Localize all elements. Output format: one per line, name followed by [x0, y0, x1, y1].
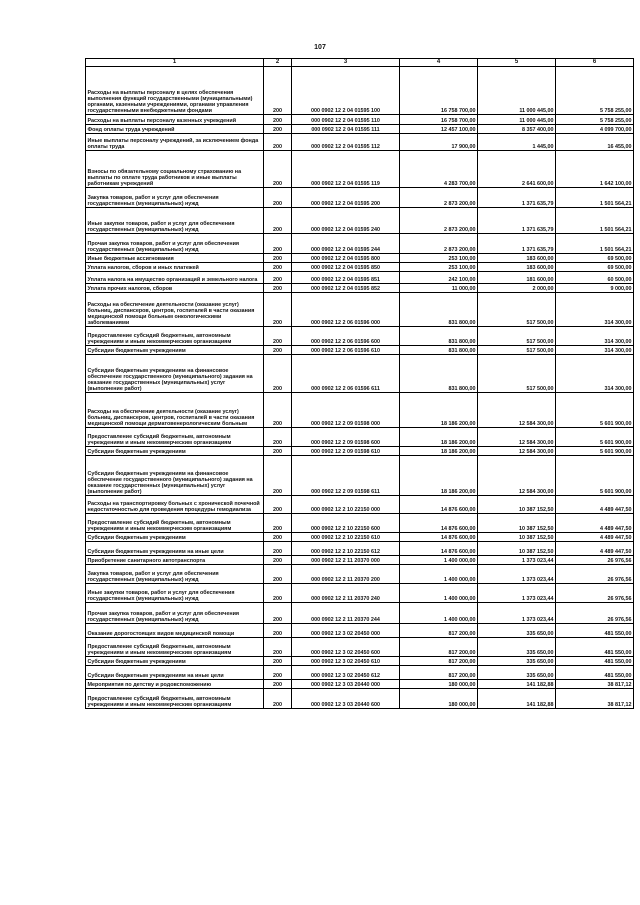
- row-executed: 12 584 300,00: [478, 393, 556, 428]
- row-executed: 2 641 600,00: [478, 151, 556, 188]
- row-name: Уплата налога на имущество организаций и земельного налога: [86, 272, 264, 284]
- row-budget-code: 000 0902 12 2 04 01595 244: [292, 234, 400, 254]
- row-admin-code: 200: [264, 355, 292, 393]
- row-name: Иные выплаты персоналу учреждений, за исключением фонда оплаты труда: [86, 134, 264, 151]
- row-approved: 4 283 700,00: [400, 151, 478, 188]
- row-admin-code: 200: [264, 638, 292, 657]
- table-row: [86, 496, 634, 514]
- row-remaining: 26 976,56: [556, 584, 634, 603]
- row-remaining: 1 501 564,21: [556, 188, 634, 208]
- row-name: Субсидии бюджетным учреждениям: [86, 657, 264, 666]
- header-cell: 1: [86, 59, 264, 67]
- row-admin-code: 200: [264, 393, 292, 428]
- budget-table: [85, 58, 634, 709]
- header-row: [86, 59, 634, 67]
- row-budget-code: 000 0902 12 2 04 01595 111: [292, 125, 400, 134]
- row-budget-code: 000 0902 12 2 04 01595 112: [292, 134, 400, 151]
- row-name: Закупка товаров, работ и услуг для обеспечения государственных (муниципальных) нужд: [86, 188, 264, 208]
- row-approved: 242 100,00: [400, 272, 478, 284]
- row-admin-code: 200: [264, 254, 292, 263]
- row-budget-code: 000 0902 12 2 10 22150 610: [292, 533, 400, 542]
- row-remaining: 69 500,00: [556, 254, 634, 263]
- row-remaining: 5 758 255,00: [556, 115, 634, 125]
- row-remaining: 5 601 900,00: [556, 447, 634, 456]
- row-name: Закупка товаров, работ и услуг для обеспечения государственных (муниципальных) нужд: [86, 565, 264, 584]
- row-executed: 1 373 023,44: [478, 584, 556, 603]
- row-remaining: 26 976,56: [556, 556, 634, 565]
- row-admin-code: 200: [264, 346, 292, 355]
- row-name: Оказание дорогостоящих видов медицинской помощи: [86, 624, 264, 638]
- row-admin-code: 200: [264, 603, 292, 624]
- row-budget-code: 000 0902 12 2 04 01595 119: [292, 151, 400, 188]
- row-admin-code: 200: [264, 327, 292, 346]
- row-admin-code: 200: [264, 263, 292, 272]
- row-admin-code: 200: [264, 234, 292, 254]
- row-executed: 1 371 635,79: [478, 234, 556, 254]
- row-approved: 831 800,00: [400, 327, 478, 346]
- row-admin-code: 200: [264, 208, 292, 234]
- table-row: [86, 624, 634, 638]
- row-executed: 335 650,00: [478, 666, 556, 680]
- row-admin-code: 200: [264, 67, 292, 115]
- row-admin-code: 200: [264, 689, 292, 709]
- row-name: Расходы на выплаты персоналу казенных учреждений: [86, 115, 264, 125]
- row-remaining: 16 455,00: [556, 134, 634, 151]
- row-name: Предоставление субсидий бюджетным, автономным учреждениям и иным некоммерческим организациям: [86, 428, 264, 447]
- row-approved: 831 800,00: [400, 346, 478, 355]
- row-admin-code: 200: [264, 456, 292, 496]
- row-name: Расходы на транспортировку больных с хронической почечной недостаточностью для проведения процедуры гемодиализа: [86, 496, 264, 514]
- row-budget-code: 000 0902 12 2 04 01595 850: [292, 263, 400, 272]
- table-row: [86, 657, 634, 666]
- row-name: Прочая закупка товаров, работ и услуг для обеспечения государственных (муниципальных) нужд: [86, 234, 264, 254]
- row-executed: 10 387 152,50: [478, 533, 556, 542]
- row-approved: 18 186 200,00: [400, 428, 478, 447]
- row-executed: 10 387 152,50: [478, 542, 556, 556]
- row-approved: 16 758 700,00: [400, 115, 478, 125]
- row-budget-code: 000 0902 12 3 02 20450 610: [292, 657, 400, 666]
- row-budget-code: 000 0902 12 2 10 22150 000: [292, 496, 400, 514]
- row-approved: 1 400 000,00: [400, 584, 478, 603]
- row-approved: 2 873 200,00: [400, 188, 478, 208]
- row-budget-code: 000 0902 12 2 09 01598 600: [292, 428, 400, 447]
- row-approved: 18 186 200,00: [400, 393, 478, 428]
- row-budget-code: 000 0902 12 2 10 22150 600: [292, 514, 400, 533]
- table-row: [86, 284, 634, 293]
- row-admin-code: 200: [264, 284, 292, 293]
- row-name: Субсидии бюджетным учреждениям: [86, 447, 264, 456]
- row-approved: 817 200,00: [400, 638, 478, 657]
- row-admin-code: 200: [264, 447, 292, 456]
- row-remaining: 481 550,00: [556, 657, 634, 666]
- table-row: [86, 565, 634, 584]
- row-approved: 18 186 200,00: [400, 456, 478, 496]
- row-budget-code: 000 0902 12 2 09 01598 610: [292, 447, 400, 456]
- row-admin-code: 200: [264, 584, 292, 603]
- row-approved: 180 000,00: [400, 689, 478, 709]
- row-admin-code: 200: [264, 565, 292, 584]
- row-executed: 181 600,00: [478, 272, 556, 284]
- row-budget-code: 000 0902 12 3 02 20450 000: [292, 624, 400, 638]
- row-executed: 517 500,00: [478, 346, 556, 355]
- row-remaining: 481 550,00: [556, 624, 634, 638]
- row-budget-code: 000 0902 12 2 11 20370 000: [292, 556, 400, 565]
- row-executed: 183 600,00: [478, 254, 556, 263]
- row-remaining: 314 300,00: [556, 293, 634, 327]
- row-remaining: 9 000,00: [556, 284, 634, 293]
- row-remaining: 4 489 447,50: [556, 514, 634, 533]
- row-name: Расходы на обеспечение деятельности (оказание услуг) больниц, диспансеров, центров, госпиталей в части оказания медицинской помощи дерматовенерологическим больным: [86, 393, 264, 428]
- row-approved: 253 100,00: [400, 254, 478, 263]
- table-row: [86, 125, 634, 134]
- table-row: [86, 272, 634, 284]
- row-remaining: 26 976,56: [556, 603, 634, 624]
- table-row: [86, 355, 634, 393]
- row-name: Субсидии бюджетным учреждениям: [86, 533, 264, 542]
- row-executed: 141 182,88: [478, 680, 556, 689]
- row-admin-code: 200: [264, 542, 292, 556]
- row-executed: 12 584 300,00: [478, 428, 556, 447]
- row-admin-code: 200: [264, 556, 292, 565]
- row-name: Предоставление субсидий бюджетным, автономным учреждениям и иным некоммерческим организациям: [86, 327, 264, 346]
- row-name: Расходы на выплаты персоналу в целях обеспечения выполнения функций государственными (муниципальными) органами, казенными учреждениями, органами управления государственными внебюджетными фондами: [86, 67, 264, 115]
- row-admin-code: 200: [264, 624, 292, 638]
- row-approved: 253 100,00: [400, 263, 478, 272]
- row-name: Уплата прочих налогов, сборов: [86, 284, 264, 293]
- row-name: Иные бюджетные ассигнования: [86, 254, 264, 263]
- row-executed: 2 000,00: [478, 284, 556, 293]
- row-executed: 1 373 023,44: [478, 565, 556, 584]
- row-approved: 831 800,00: [400, 355, 478, 393]
- row-approved: 18 186 200,00: [400, 447, 478, 456]
- row-approved: 1 400 000,00: [400, 565, 478, 584]
- table-row: [86, 327, 634, 346]
- row-admin-code: 200: [264, 680, 292, 689]
- row-name: Субсидии бюджетным учреждениям на иные цели: [86, 542, 264, 556]
- row-budget-code: 000 0902 12 2 04 01595 800: [292, 254, 400, 263]
- row-budget-code: 000 0902 12 2 06 01596 000: [292, 293, 400, 327]
- row-name: Субсидии бюджетным учреждениям на финансовое обеспечение государственного (муниципального) задания на оказание государственных (муниципальных) услуг (выполнение работ): [86, 355, 264, 393]
- row-name: Иные закупки товаров, работ и услуг для обеспечения государственных (муниципальных) нужд: [86, 208, 264, 234]
- row-remaining: 5 601 900,00: [556, 428, 634, 447]
- row-budget-code: 000 0902 12 2 09 01598 000: [292, 393, 400, 428]
- row-approved: 180 000,00: [400, 680, 478, 689]
- table-row: [86, 689, 634, 709]
- row-name: Уплата налогов, сборов и иных платежей: [86, 263, 264, 272]
- row-budget-code: 000 0902 12 2 11 20370 244: [292, 603, 400, 624]
- row-budget-code: 000 0902 12 3 02 20450 600: [292, 638, 400, 657]
- row-executed: 335 650,00: [478, 657, 556, 666]
- row-budget-code: 000 0902 12 2 04 01595 110: [292, 115, 400, 125]
- row-budget-code: 000 0902 12 3 02 20450 612: [292, 666, 400, 680]
- row-admin-code: 200: [264, 496, 292, 514]
- row-approved: 16 758 700,00: [400, 67, 478, 115]
- row-admin-code: 200: [264, 151, 292, 188]
- header-cell: 6: [556, 59, 634, 67]
- row-name: Прочая закупка товаров, работ и услуг для обеспечения государственных (муниципальных) нужд: [86, 603, 264, 624]
- row-remaining: 314 300,00: [556, 355, 634, 393]
- header-cell: 4: [400, 59, 478, 67]
- row-name: Субсидии бюджетным учреждениям на иные цели: [86, 666, 264, 680]
- row-approved: 817 200,00: [400, 624, 478, 638]
- row-executed: 1 445,00: [478, 134, 556, 151]
- row-executed: 517 500,00: [478, 327, 556, 346]
- row-budget-code: 000 0902 12 2 06 01596 610: [292, 346, 400, 355]
- row-remaining: 1 642 100,00: [556, 151, 634, 188]
- row-approved: 817 200,00: [400, 666, 478, 680]
- row-remaining: 60 500,00: [556, 272, 634, 284]
- row-remaining: 481 550,00: [556, 638, 634, 657]
- row-executed: 517 500,00: [478, 355, 556, 393]
- row-remaining: 314 300,00: [556, 327, 634, 346]
- row-executed: 1 371 635,79: [478, 188, 556, 208]
- row-budget-code: 000 0902 12 2 06 01596 611: [292, 355, 400, 393]
- row-executed: 10 387 152,50: [478, 514, 556, 533]
- table-row: [86, 456, 634, 496]
- table-row: [86, 151, 634, 188]
- row-budget-code: 000 0902 12 2 09 01598 611: [292, 456, 400, 496]
- row-executed: 335 650,00: [478, 624, 556, 638]
- row-approved: 14 876 600,00: [400, 533, 478, 542]
- row-remaining: 26 976,56: [556, 565, 634, 584]
- row-remaining: 1 501 564,21: [556, 234, 634, 254]
- row-budget-code: 000 0902 12 2 04 01595 851: [292, 272, 400, 284]
- table-row: [86, 556, 634, 565]
- row-approved: 831 800,00: [400, 293, 478, 327]
- row-executed: 517 500,00: [478, 293, 556, 327]
- row-budget-code: 000 0902 12 2 04 01595 200: [292, 188, 400, 208]
- row-approved: 14 876 600,00: [400, 496, 478, 514]
- table-row: [86, 293, 634, 327]
- page-number: 107: [314, 44, 326, 51]
- table-row: [86, 447, 634, 456]
- table-row: [86, 393, 634, 428]
- row-approved: 1 400 000,00: [400, 603, 478, 624]
- row-approved: 14 876 600,00: [400, 542, 478, 556]
- row-approved: 817 200,00: [400, 657, 478, 666]
- row-name: Предоставление субсидий бюджетным, автономным учреждениям и иным некоммерческим организациям: [86, 689, 264, 709]
- row-name: Субсидии бюджетным учреждениям на финансовое обеспечение государственного (муниципального) задания на оказание государственных (муниципальных) услуг (выполнение работ): [86, 456, 264, 496]
- row-budget-code: 000 0902 12 2 04 01595 100: [292, 67, 400, 115]
- row-executed: 12 584 300,00: [478, 447, 556, 456]
- row-remaining: 481 550,00: [556, 666, 634, 680]
- table-row: [86, 234, 634, 254]
- row-name: Расходы на обеспечение деятельности (оказание услуг) больниц, диспансеров, центров, госпиталей в части оказания медицинской помощи больным онкологическими заболеваниями: [86, 293, 264, 327]
- header-cell: 5: [478, 59, 556, 67]
- table-row: [86, 666, 634, 680]
- row-remaining: 38 817,12: [556, 680, 634, 689]
- row-executed: 1 373 023,44: [478, 603, 556, 624]
- row-admin-code: 200: [264, 666, 292, 680]
- row-name: Предоставление субсидий бюджетным, автономным учреждениям и иным некоммерческим организациям: [86, 514, 264, 533]
- row-executed: 11 000 445,00: [478, 115, 556, 125]
- table-row: [86, 134, 634, 151]
- row-approved: 11 000,00: [400, 284, 478, 293]
- row-approved: 12 457 100,00: [400, 125, 478, 134]
- row-remaining: 1 501 564,21: [556, 208, 634, 234]
- row-remaining: 4 489 447,50: [556, 542, 634, 556]
- row-admin-code: 200: [264, 514, 292, 533]
- row-budget-code: 000 0902 12 3 03 20440 600: [292, 689, 400, 709]
- table-row: [86, 188, 634, 208]
- row-remaining: 5 601 900,00: [556, 393, 634, 428]
- row-approved: 2 873 200,00: [400, 208, 478, 234]
- row-admin-code: 200: [264, 293, 292, 327]
- row-remaining: 4 489 447,50: [556, 533, 634, 542]
- row-executed: 11 000 445,00: [478, 67, 556, 115]
- row-admin-code: 200: [264, 188, 292, 208]
- table-row: [86, 115, 634, 125]
- row-executed: 1 373 023,44: [478, 556, 556, 565]
- row-approved: 2 873 200,00: [400, 234, 478, 254]
- table-row: [86, 514, 634, 533]
- table-row: [86, 680, 634, 689]
- row-remaining: 5 601 900,00: [556, 456, 634, 496]
- row-budget-code: 000 0902 12 2 04 01595 240: [292, 208, 400, 234]
- row-admin-code: 200: [264, 657, 292, 666]
- row-remaining: 5 758 255,00: [556, 67, 634, 115]
- table-row: [86, 533, 634, 542]
- row-name: Иные закупки товаров, работ и услуг для обеспечения государственных (муниципальных) нужд: [86, 584, 264, 603]
- table-row: [86, 263, 634, 272]
- row-remaining: 4 099 700,00: [556, 125, 634, 134]
- row-budget-code: 000 0902 12 2 06 01596 600: [292, 327, 400, 346]
- row-budget-code: 000 0902 12 2 11 20370 200: [292, 565, 400, 584]
- row-executed: 10 387 152,50: [478, 496, 556, 514]
- table-row: [86, 346, 634, 355]
- table-row: [86, 542, 634, 556]
- row-name: Мероприятия по детству и родовспоможению: [86, 680, 264, 689]
- row-executed: 141 182,88: [478, 689, 556, 709]
- row-budget-code: 000 0902 12 2 11 20370 240: [292, 584, 400, 603]
- row-remaining: 69 500,00: [556, 263, 634, 272]
- row-remaining: 38 817,12: [556, 689, 634, 709]
- table-row: [86, 67, 634, 115]
- row-budget-code: 000 0902 12 3 03 20440 000: [292, 680, 400, 689]
- table-row: [86, 254, 634, 263]
- row-admin-code: 200: [264, 272, 292, 284]
- row-admin-code: 200: [264, 134, 292, 151]
- row-approved: 14 876 600,00: [400, 514, 478, 533]
- table-row: [86, 584, 634, 603]
- row-admin-code: 200: [264, 428, 292, 447]
- table-row: [86, 208, 634, 234]
- row-executed: 12 584 300,00: [478, 456, 556, 496]
- row-name: Взносы по обязательному социальному страхованию на выплаты по оплате труда работников и иные выплаты работникам учреждений: [86, 151, 264, 188]
- table-row: [86, 638, 634, 657]
- header-cell: 2: [264, 59, 292, 67]
- header-cell: 3: [292, 59, 400, 67]
- row-approved: 1 400 000,00: [400, 556, 478, 565]
- table-row: [86, 428, 634, 447]
- row-admin-code: 200: [264, 115, 292, 125]
- row-name: Предоставление субсидий бюджетным, автономным учреждениям и иным некоммерческим организациям: [86, 638, 264, 657]
- row-executed: 335 650,00: [478, 638, 556, 657]
- row-executed: 8 357 400,00: [478, 125, 556, 134]
- row-admin-code: 200: [264, 533, 292, 542]
- row-budget-code: 000 0902 12 2 10 22150 612: [292, 542, 400, 556]
- row-name: Субсидии бюджетным учреждениям: [86, 346, 264, 355]
- row-executed: 183 600,00: [478, 263, 556, 272]
- table-row: [86, 603, 634, 624]
- row-executed: 1 371 635,79: [478, 208, 556, 234]
- row-name: Фонд оплаты труда учреждений: [86, 125, 264, 134]
- row-admin-code: 200: [264, 125, 292, 134]
- row-budget-code: 000 0902 12 2 04 01595 852: [292, 284, 400, 293]
- row-remaining: 4 489 447,50: [556, 496, 634, 514]
- row-remaining: 314 300,00: [556, 346, 634, 355]
- row-approved: 17 900,00: [400, 134, 478, 151]
- row-name: Приобретение санитарного автотранспорта: [86, 556, 264, 565]
